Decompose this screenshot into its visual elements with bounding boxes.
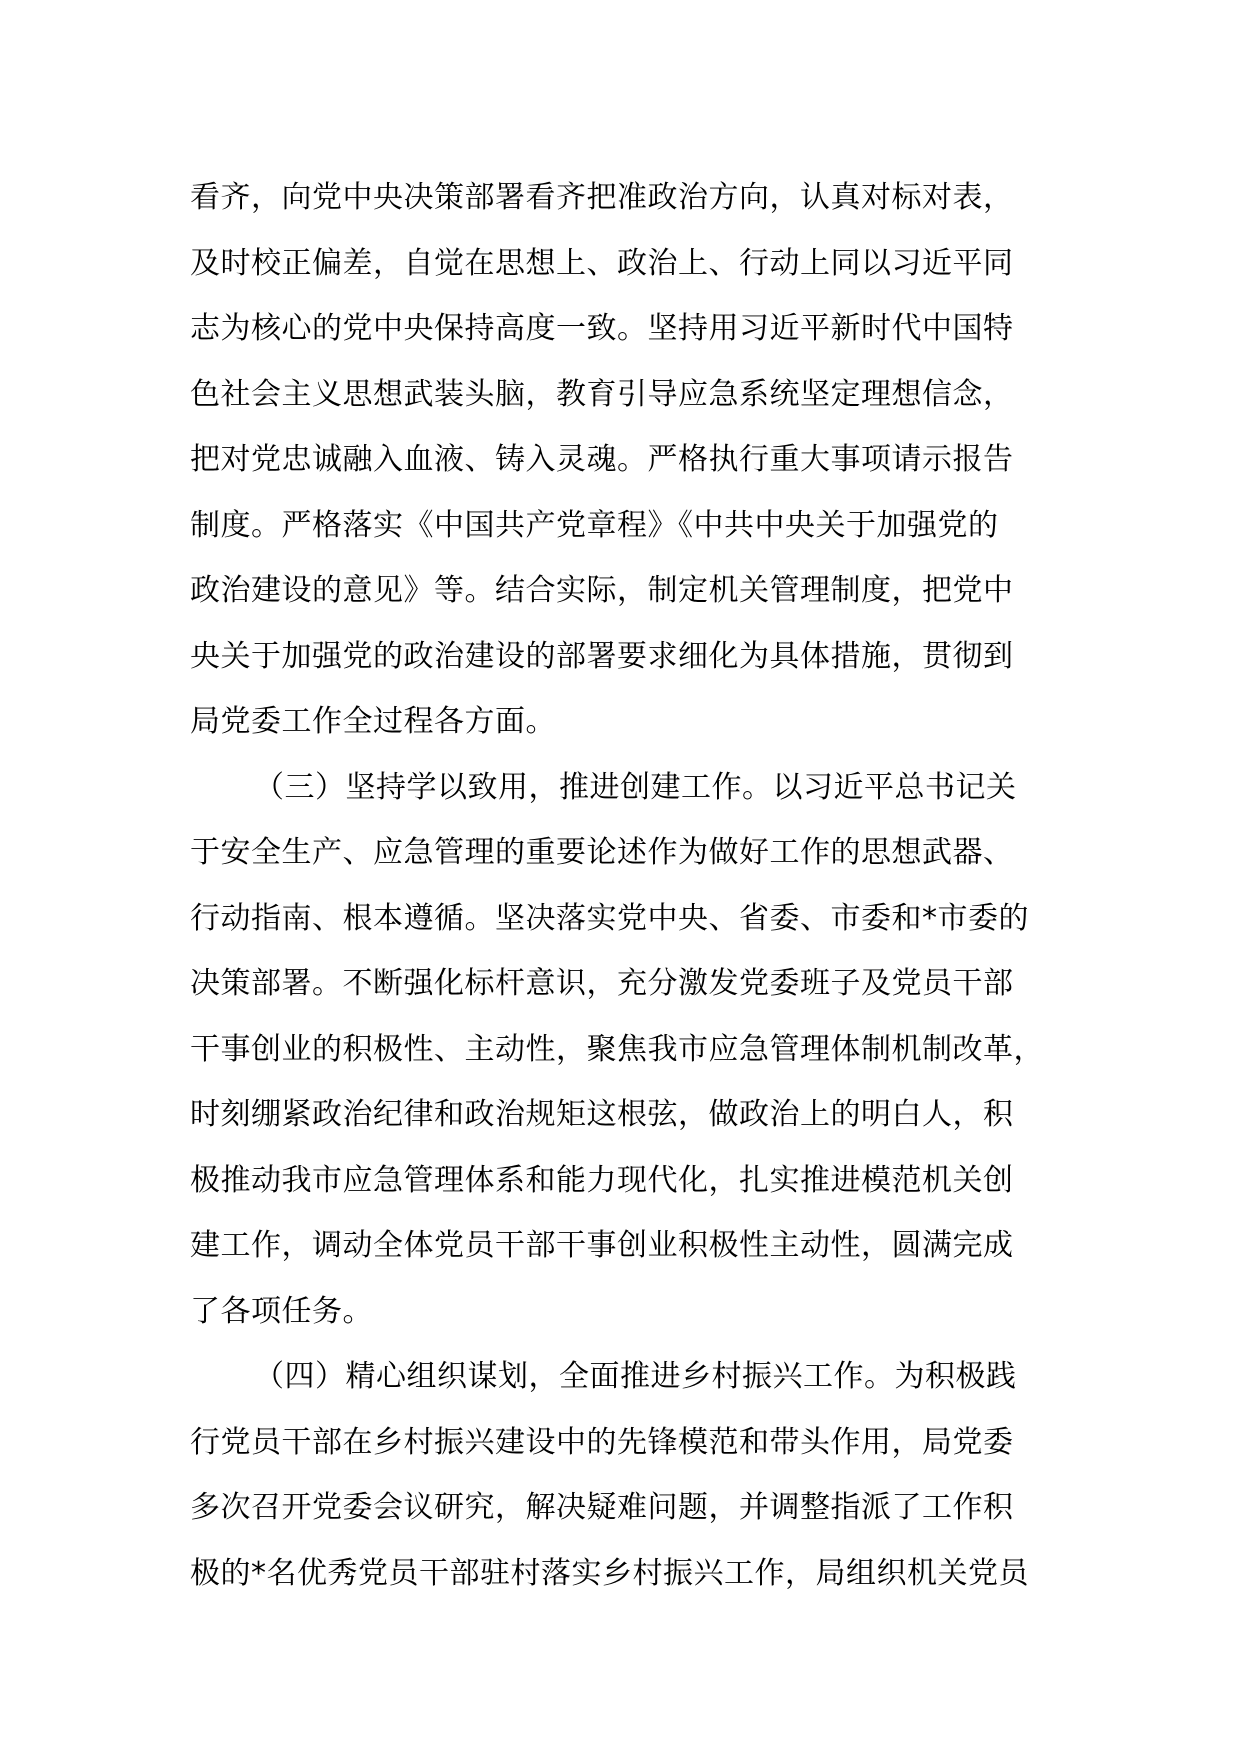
text-line: 政治建设的意见》等。结合实际，制定机关管理制度，把党中 bbox=[190, 573, 1014, 608]
text-line: 把对党忠诚融入血液、铸入灵魂。严格执行重大事项请示报告 bbox=[190, 442, 1014, 477]
body-text bbox=[190, 165, 1090, 1606]
text-line: 建工作，调动全体党员干部干事创业积极性主动性，圆满完成 bbox=[190, 1228, 1014, 1263]
text-line: 色社会主义思想武装头脑，教育引导应急系统坚定理想信念， bbox=[190, 376, 1014, 412]
text-line: 及时校正偏差，自觉在思想上、政治上、行动上同以习近平同 bbox=[190, 245, 1014, 281]
text-line: 了各项任务。 bbox=[190, 1293, 373, 1329]
text-line: 于安全生产、应急管理的重要论述作为做好工作的思想武器、 bbox=[190, 835, 1014, 870]
text-line: 局党委工作全过程各方面。 bbox=[190, 704, 556, 739]
text-line: 多次召开党委会议研究，解决疑难问题，并调整指派了工作积 bbox=[190, 1490, 1014, 1525]
text-line: 时刻绷紧政治纪律和政治规矩这根弦，做政治上的明白人，积 bbox=[190, 1097, 1014, 1132]
text-line: 看齐，向党中央决策部署看齐把准政治方向，认真对标对表， bbox=[190, 180, 1014, 215]
text-line: 制度。严格落实《中国共产党章程》《中共中央关于加强党的 bbox=[190, 507, 999, 543]
text-line: 行动指南、根本遵循。坚决落实党中央、省委、市委和*市委的 bbox=[190, 900, 1029, 936]
text-line: 行党员干部在乡村振兴建设中的先锋模范和带头作用，局党委 bbox=[190, 1424, 1014, 1460]
text-line: 极的*名优秀党员干部驻村落实乡村振兴工作，局组织机关党员 bbox=[190, 1555, 1029, 1591]
text-line: 央关于加强党的政治建设的部署要求细化为具体措施，贯彻到 bbox=[190, 638, 1014, 674]
text-line: 决策部署。不断强化标杆意识，充分激发党委班子及党员干部 bbox=[190, 966, 1014, 1001]
text-line: 干事创业的积极性、主动性，聚焦我市应急管理体制机制改革， bbox=[190, 1031, 1044, 1067]
section-heading-line: （四）精心组织谋划，全面推进乡村振兴工作。为积极践 bbox=[254, 1359, 1017, 1394]
text-line: 志为核心的党中央保持高度一致。坚持用习近平新时代中国特 bbox=[190, 311, 1014, 346]
section-heading-line: （三）坚持学以致用，推进创建工作。以习近平总书记关 bbox=[254, 769, 1017, 805]
text-line: 极推动我市应急管理体系和能力现代化，扎实推进模范机关创 bbox=[190, 1162, 1014, 1198]
